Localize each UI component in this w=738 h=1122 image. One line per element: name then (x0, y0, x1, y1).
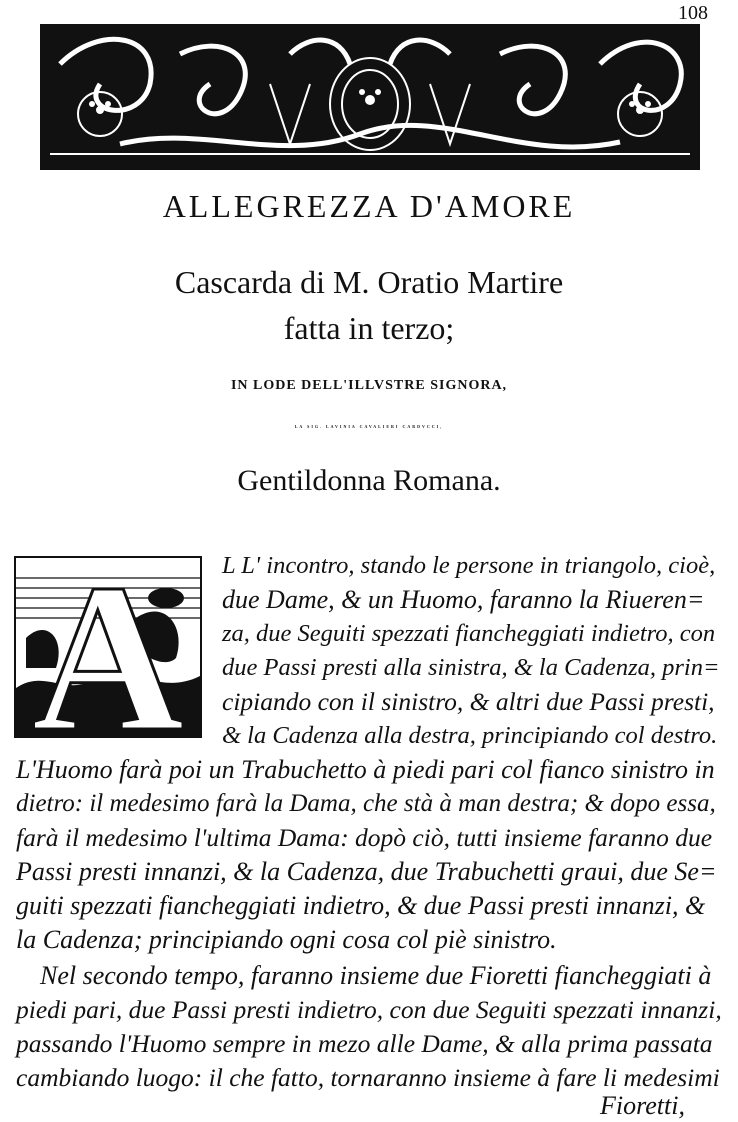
body-line: due Passi presti alla sinistra, & la Cadenza, prin= (222, 654, 720, 681)
page-number: 108 (678, 2, 708, 24)
body-line: za, due Seguiti spezzati fiancheggiati indietro, con (222, 620, 716, 647)
subtitle-line-2: fatta in terzo; (283, 310, 455, 346)
ornamental-headpiece-icon (40, 24, 700, 170)
body-line: due Dame, & un Huomo, faranno la Riueren= (222, 585, 705, 614)
page-title: ALLEGREZZA D'AMORE (162, 188, 576, 224)
body-line: Nel secondo tempo, faranno insieme due Fioretti fiancheggiati à (40, 961, 712, 990)
body-line: & la Cadenza alla destra, principiando col destro. (222, 722, 718, 749)
initial-letter: A (31, 556, 185, 738)
body-line: piedi pari, due Passi presti indietro, con due Seguiti spezzati innanzi, (16, 995, 722, 1024)
catchword: Fioretti, (600, 1091, 685, 1120)
body-line: L'Huomo farà poi un Trabuchetto à piedi pari col fianco sinistro in (16, 755, 715, 784)
body-line: guiti spezzati fiancheggiati indietro, & due Passi presti innanzi, & (16, 891, 706, 920)
body-line: cambiando luogo: il che fatto, tornaranno insieme à fare li medesimi (16, 1063, 720, 1092)
dedicatee-origin: Gentildonna Romana. (237, 464, 501, 497)
decorated-initial (14, 556, 202, 738)
dedicatee-name: LA SIG. LAVINIA CAVALIERI CARDVCCI, (294, 424, 444, 429)
body-line: cipiando con il sinistro, & altri due Passi presti, (222, 687, 715, 716)
body-line: la Cadenza; principiando ogni cosa col piè sinistro. (16, 925, 557, 954)
body-line: Passi presti innanzi, & la Cadenza, due Trabuchetti graui, due Se= (16, 857, 717, 886)
body-line: L L' incontro, stando le persone in triangolo, cioè, (222, 552, 716, 579)
body-line: dietro: il medesimo farà la Dama, che stà à man destra; & dopo essa, (16, 790, 716, 817)
body-line: passando l'Huomo sempre in mezo alle Dame, & alla prima passata (16, 1029, 713, 1058)
dedication-heading: IN LODE DELL'ILLVSTRE SIGNORA, (230, 378, 508, 393)
body-line: farà il medesimo l'ultima Dama: dopò ciò, tutti insieme faranno due (16, 823, 713, 852)
subtitle-line-1: Cascarda di M. Oratio Martire (174, 264, 564, 300)
